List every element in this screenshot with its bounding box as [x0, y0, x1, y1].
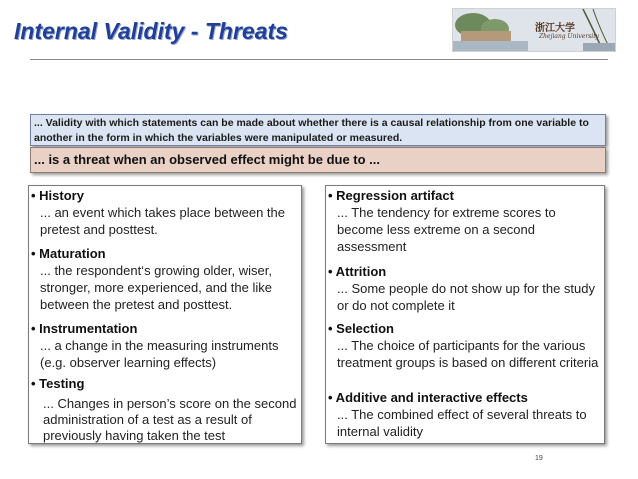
- threat-description: ... The tendency for extreme scores to become less extreme on a second assessment: [337, 205, 556, 254]
- threat-item-selection: [328, 320, 604, 371]
- threat-description: ... The choice of participants for the various treatment groups is based on different criteria: [337, 338, 599, 370]
- logo-chinese-text: 浙江大学: [535, 23, 575, 34]
- title-divider: [30, 59, 608, 60]
- definition-box: [30, 114, 606, 146]
- threat-name: • Regression artifact: [328, 188, 454, 203]
- threat-name: • Maturation: [31, 246, 106, 261]
- university-logo: [452, 8, 616, 52]
- threat-description: ... Some people do not show up for the study or do not complete it: [337, 281, 595, 313]
- left-threats-box: [28, 185, 302, 444]
- threat-item-attrition: [328, 263, 604, 314]
- threat-name: • Instrumentation: [31, 321, 138, 336]
- right-threats-box: [325, 185, 605, 444]
- threat-item-instrumentation: [31, 320, 301, 371]
- threat-item-testing: [31, 375, 301, 444]
- campus-photo-icon: [453, 9, 615, 51]
- definition-text: ... Validity with which statements can be made about whether there is a causal relationship from one variable to another in the form in which the variables were manipulated or measured.: [34, 117, 589, 144]
- threat-statement-text: ... is a threat when an observed effect might be due to ...: [34, 152, 381, 167]
- threat-description: ... The combined effect of several threats to internal validity: [337, 407, 587, 439]
- threat-statement-bar: [30, 147, 606, 173]
- threat-description: ... a change in the measuring instruments (e.g. observer learning effects): [40, 338, 279, 370]
- threat-name: • Attrition: [328, 264, 387, 279]
- threat-name: • Selection: [328, 321, 394, 336]
- threat-item-history: [31, 187, 301, 238]
- threat-description: ... an event which takes place between the pretest and posttest.: [40, 205, 285, 237]
- threat-name: • Testing: [31, 376, 85, 391]
- threat-description: ... the respondent‘s growing older, wiser, stronger, more experienced, and the like between the pretest and posttest.: [40, 263, 272, 312]
- threat-item-maturation: [31, 245, 301, 313]
- threat-item-additive: [328, 389, 604, 440]
- slide-title: Internal Validity - Threats: [14, 18, 288, 44]
- logo-subtitle: Zhejiang University: [539, 33, 599, 40]
- threat-name: • Additive and interactive effects: [328, 390, 528, 405]
- threat-name: • History: [31, 188, 84, 203]
- page-number: 19: [535, 455, 543, 462]
- threat-description: ... Changes in person’s score on the second administration of a test as a result of previously having taken the test: [43, 396, 297, 443]
- threat-item-regression: [328, 187, 604, 255]
